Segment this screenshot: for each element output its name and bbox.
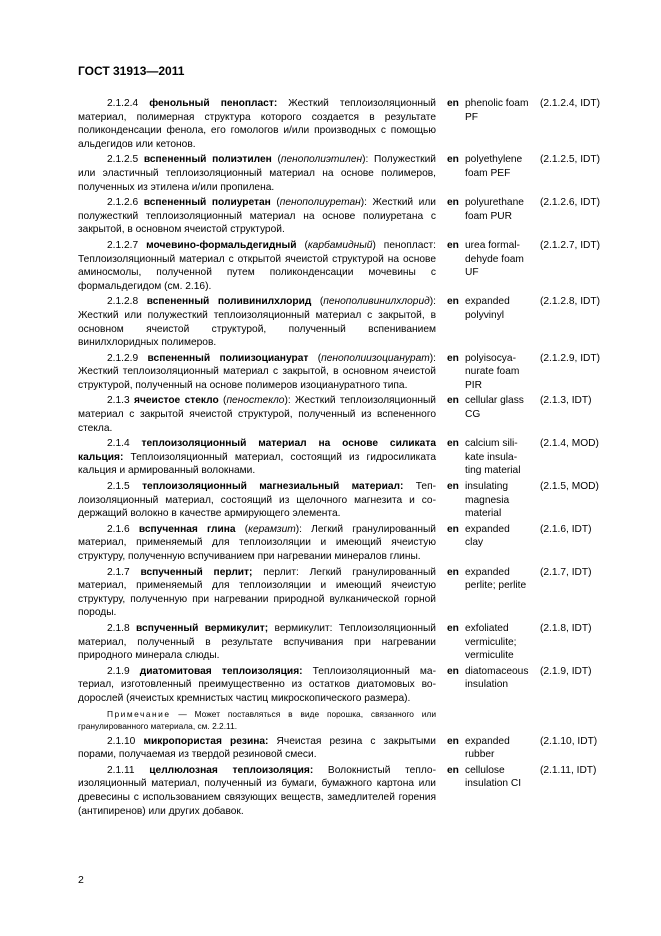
english-term: expanded polyvinyl bbox=[465, 296, 510, 321]
term-description: Волокнистый теплоизоляционный материал, полученный из бумаги, бумажного картона или древесины с использованием связующих веществ, замедлителей горения (антипиренов) или других добавок. bbox=[78, 764, 436, 817]
english-term: phenolic foam PF bbox=[465, 98, 529, 123]
term-entry bbox=[78, 622, 618, 663]
term-description: : Легкий гранулированный материал, применяемый для теплоизоляции и имеющий ячеистую структуру, полученную вспучиванием при нагревании минералов глины. bbox=[78, 523, 436, 562]
source-reference: (2.1.2.5, IDT) bbox=[540, 154, 601, 166]
english-term: expanded clay bbox=[465, 523, 510, 549]
english-equivalent bbox=[436, 295, 530, 349]
english-equivalent bbox=[436, 196, 530, 237]
source-reference: (2.1.6, IDT) bbox=[540, 523, 592, 535]
term-number: 2.1.2.4 bbox=[107, 98, 139, 109]
english-term: polyisocyanurate foam PIR bbox=[465, 352, 520, 391]
term-synonym: пеностекло bbox=[226, 395, 285, 407]
term-name: целлюлозная теплоизоляция: bbox=[149, 764, 314, 776]
term-name: мочевино-формальдегидный bbox=[146, 239, 297, 251]
english-equivalent bbox=[436, 622, 530, 663]
term-entry bbox=[78, 480, 618, 521]
term-number: 2.1.2.6 bbox=[107, 197, 139, 209]
english-equivalent bbox=[436, 352, 530, 393]
term-definition bbox=[78, 764, 436, 818]
source-reference: (2.1.2.6, IDT) bbox=[540, 197, 601, 209]
term-entry bbox=[78, 437, 618, 478]
english-equivalent bbox=[436, 566, 530, 620]
term-name: теплоизоляционный материал на основе силиката кальция: bbox=[78, 438, 436, 463]
term-description: : Жесткий теплоизоляционный материал с закрытой ячеистой структурой, полученный из вспененного стекла. bbox=[78, 395, 436, 434]
source-reference: (2.1.2.9, IDT) bbox=[540, 352, 601, 364]
language-tag: en bbox=[447, 98, 459, 109]
term-description: Жесткий теплоизоляционный материал, полимерная структура которого создается в результате поликонденсации фенола, его гомологов и/или производных с помощью альдегидов или кетонов. bbox=[78, 98, 436, 150]
term-description: перлит: Легкий гранулированный материал, применяемый для теплоизоляции и имеющий ячеистую структуру, полученную при нагревании природной вулканической горной породы. bbox=[78, 566, 436, 619]
language-tag: en bbox=[447, 197, 459, 209]
english-equivalent bbox=[436, 239, 530, 293]
language-tag: en bbox=[447, 735, 459, 747]
term-entry bbox=[78, 352, 618, 393]
term-synonym: пенополиуретан bbox=[279, 197, 361, 209]
term-entry bbox=[78, 566, 618, 620]
term-name: диатомитовая теплоизоляция: bbox=[139, 665, 303, 677]
english-term: calcium silikate insulating material bbox=[465, 438, 521, 477]
note-text: — Может поставляться в виде порошка, связанного или гранулированного материала, см. 2.2.11. bbox=[78, 708, 436, 731]
term-name: вспененный полиэтилен bbox=[143, 154, 272, 166]
term-name: вспененный полиуретан bbox=[143, 197, 271, 209]
term-name: ячеистое стекло bbox=[134, 395, 219, 407]
language-tag: en bbox=[447, 481, 459, 493]
language-tag: en bbox=[447, 622, 459, 634]
term-number: 2.1.10 bbox=[107, 735, 136, 747]
english-term: exfoliated vermiculite; vermiculite bbox=[465, 622, 517, 662]
term-name: вспученная глина bbox=[138, 523, 236, 535]
term-description: вермикулит: Теплоизоляционный материал, полученный в результате вспучивания при нагревании природного минерала слюды. bbox=[78, 622, 436, 662]
term-definition bbox=[78, 480, 436, 521]
term-definition bbox=[78, 566, 436, 620]
document-header: ГОСТ 31913—2011 bbox=[78, 64, 185, 78]
english-term: diatomaceous insulation bbox=[465, 665, 529, 691]
term-name: вспученный перлит; bbox=[140, 566, 253, 578]
term-name: фенольный пенопласт: bbox=[149, 98, 278, 109]
term-synonym: пенополиэтилен bbox=[280, 154, 363, 166]
term-definition: 2.1.2.5 вспененный полиэтилен (пенополиэтилен): Полужесткий или эластичный теплоизоляционный материал на основе полимеров, полученных из этилена и/или пропилена. bbox=[78, 154, 436, 193]
term-entry bbox=[78, 523, 618, 564]
source-reference: (2.1.10, IDT) bbox=[540, 735, 598, 747]
term-definition bbox=[78, 97, 436, 151]
term-number: 2.1.3 bbox=[107, 395, 130, 407]
term-number: 2.1.8 bbox=[107, 622, 130, 634]
term-description: : Жесткий или полужесткий теплоизоляционный материал с закрытой, в основном ячеистой структурой, полученный вспениванием винилхлоридных полимеров. bbox=[78, 296, 436, 349]
source-reference: (2.1.2.8, IDT) bbox=[540, 296, 601, 308]
term-number: 2.1.2.9 bbox=[107, 352, 139, 364]
term-synonym: пенополивинилхлорид bbox=[323, 296, 430, 308]
term-entry bbox=[78, 239, 618, 293]
term-name: теплоизоляционный магнезиальный материал: bbox=[142, 481, 404, 493]
term-number: 2.1.11 bbox=[107, 764, 135, 776]
note bbox=[78, 708, 436, 732]
english-term: cellular glass CG bbox=[465, 395, 524, 421]
language-tag: en bbox=[447, 764, 459, 776]
language-tag: en bbox=[447, 296, 459, 308]
english-equivalent bbox=[436, 153, 530, 194]
term-entry bbox=[78, 196, 618, 237]
term-definition: 2.1.6 вспученная глина (керамзит): Легкий гранулированный материал, применяемый для теплоизоляции и имеющий ячеистую структуру, полученную вспучиванием при нагревании минералов глины. bbox=[78, 523, 436, 562]
page-number: 2 bbox=[78, 874, 84, 886]
term-definition bbox=[78, 437, 436, 478]
source-reference: (2.1.8, IDT) bbox=[540, 622, 592, 634]
english-equivalent bbox=[436, 764, 530, 818]
term-description: Ячеистая резина с закрытыми порами, получаемая из твердой резиновой смеси. bbox=[78, 735, 436, 761]
term-definition: 2.1.2.7 мочевино-формальдегидный (карбамидный) пенопласт: Теплоизоляционный материал с открытой ячеистой структурой на основе аминосмолы, полученной путем поликонденсации мочевины с формальдегидом (см. 2.16). bbox=[78, 239, 436, 292]
term-entry bbox=[78, 394, 618, 435]
english-equivalent bbox=[436, 480, 530, 521]
term-definition bbox=[78, 622, 436, 663]
term-entry bbox=[78, 153, 618, 194]
term-description: : Жесткий теплоизоляционный материал с закрытой, в основном ячеистой структурой, полученный на основе полимеров изоциануратного типа. bbox=[78, 352, 436, 391]
english-term: polyurethane foam PUR bbox=[465, 197, 524, 222]
source-reference: (2.1.4, MOD) bbox=[540, 438, 599, 450]
english-equivalent bbox=[436, 97, 530, 151]
term-synonym: карбамидный bbox=[307, 239, 373, 251]
term-name: вспученный вермикулит; bbox=[136, 622, 269, 634]
term-number: 2.1.9 bbox=[107, 665, 130, 677]
term-entry bbox=[78, 665, 618, 706]
term-entry bbox=[78, 97, 618, 151]
term-definition: 2.1.2.6 вспененный полиуретан (пенополиуретан): Жесткий или полужесткий теплоизоляционный материал на основе полиуретана с закрытой, в основном ячеистой структурой. bbox=[78, 197, 436, 236]
language-tag: en bbox=[447, 154, 459, 166]
english-term: insulating magnesia material bbox=[465, 481, 510, 520]
term-number: 2.1.2.7 bbox=[107, 239, 139, 251]
note-label: Примечание bbox=[107, 708, 171, 719]
term-name: вспененный поливинилхлорид bbox=[146, 296, 312, 308]
term-entry bbox=[78, 764, 618, 818]
term-description: Теплоизоляционный материал, изготовленный преимущественно из остатков диатомовых водорослей (ячеистых кремнистых частиц микроскопического размера). bbox=[78, 665, 436, 704]
language-tag: en bbox=[447, 523, 459, 535]
source-reference: (2.1.9, IDT) bbox=[540, 665, 592, 677]
language-tag: en bbox=[447, 438, 459, 450]
term-number: 2.1.5 bbox=[107, 481, 130, 493]
term-number: 2.1.2.5 bbox=[107, 154, 139, 166]
language-tag: en bbox=[447, 665, 459, 677]
term-synonym: пенополиизоцианурат bbox=[321, 352, 430, 364]
english-equivalent bbox=[436, 665, 530, 706]
term-definition: 2.1.2.8 вспененный поливинилхлорид (пенополивинилхлорид): Жесткий или полужесткий теплоизоляционный материал с закрытой, в основном ячеистой структурой, полученный вспениванием винилхлоридных полимеров. bbox=[78, 296, 436, 349]
term-description: : Жесткий или полужесткий теплоизоляционный материал на основе полиуретана с закрытой, в основном ячеистой структурой. bbox=[78, 197, 436, 236]
term-description: : Полужесткий или эластичный теплоизоляционный материал на основе полимеров, полученных из этилена и/или пропилена. bbox=[78, 154, 436, 193]
term-number: 2.1.2.8 bbox=[107, 296, 139, 308]
term-definition bbox=[78, 665, 436, 706]
english-equivalent bbox=[436, 735, 530, 762]
english-term: cellulose insulation CI bbox=[465, 764, 522, 790]
source-reference: (2.1.11, IDT) bbox=[540, 764, 597, 776]
english-equivalent bbox=[436, 523, 530, 564]
term-number: 2.1.4 bbox=[107, 438, 130, 450]
language-tag: en bbox=[447, 566, 459, 578]
term-entry bbox=[78, 735, 618, 762]
term-synonym: керамзит bbox=[248, 523, 296, 535]
english-term: urea formaldehyde foam UF bbox=[465, 239, 524, 279]
source-reference: (2.1.5, MOD) bbox=[540, 481, 599, 493]
language-tag: en bbox=[447, 239, 459, 251]
source-reference: (2.1.3, IDT) bbox=[540, 395, 592, 407]
english-term: polyethylene foam PEF bbox=[465, 154, 523, 179]
language-tag: en bbox=[447, 352, 459, 364]
source-reference: (2.1.7, IDT) bbox=[540, 566, 592, 578]
term-entries bbox=[78, 97, 618, 820]
term-number: 2.1.7 bbox=[107, 566, 130, 578]
term-definition: 2.1.2.9 вспененный полиизоцианурат (пенополиизоцианурат): Жесткий теплоизоляционный материал с закрытой, в основном ячеистой структурой, полученный на основе полимеров изоциануратного типа. bbox=[78, 352, 436, 391]
term-description: пенопласт: Теплоизоляционный материал с открытой ячеистой структурой на основе аминосмолы, полученной путем поликонденсации мочевины с формальдегидом (см. 2.16). bbox=[78, 239, 436, 292]
term-definition: 2.1.3 ячеистое стекло (пеностекло): Жесткий теплоизоляционный материал с закрытой ячеистой структурой, полученный из вспененного стекла. bbox=[78, 395, 436, 434]
english-term: expanded rubber bbox=[465, 735, 510, 761]
english-term: expanded perlite; perlite bbox=[465, 566, 527, 592]
source-reference: (2.1.2.4, IDT) bbox=[540, 98, 601, 109]
term-entry bbox=[78, 295, 618, 349]
term-description: Теплоизоляционный материал, состоящий из щелочного магнезита и содержащий волокно в качестве армирующего элемента. bbox=[78, 481, 436, 520]
term-number: 2.1.6 bbox=[107, 523, 130, 535]
term-name: вспененный полиизоцианурат bbox=[147, 352, 309, 364]
term-definition bbox=[78, 735, 436, 762]
term-description: Теплоизоляционный материал, состоящий из гидросиликата кальция и армированный волокнами. bbox=[78, 451, 436, 477]
language-tag: en bbox=[447, 395, 459, 407]
source-reference: (2.1.2.7, IDT) bbox=[540, 239, 601, 251]
english-equivalent bbox=[436, 437, 530, 478]
english-equivalent bbox=[436, 394, 530, 435]
term-name: микропористая резина: bbox=[143, 735, 269, 747]
